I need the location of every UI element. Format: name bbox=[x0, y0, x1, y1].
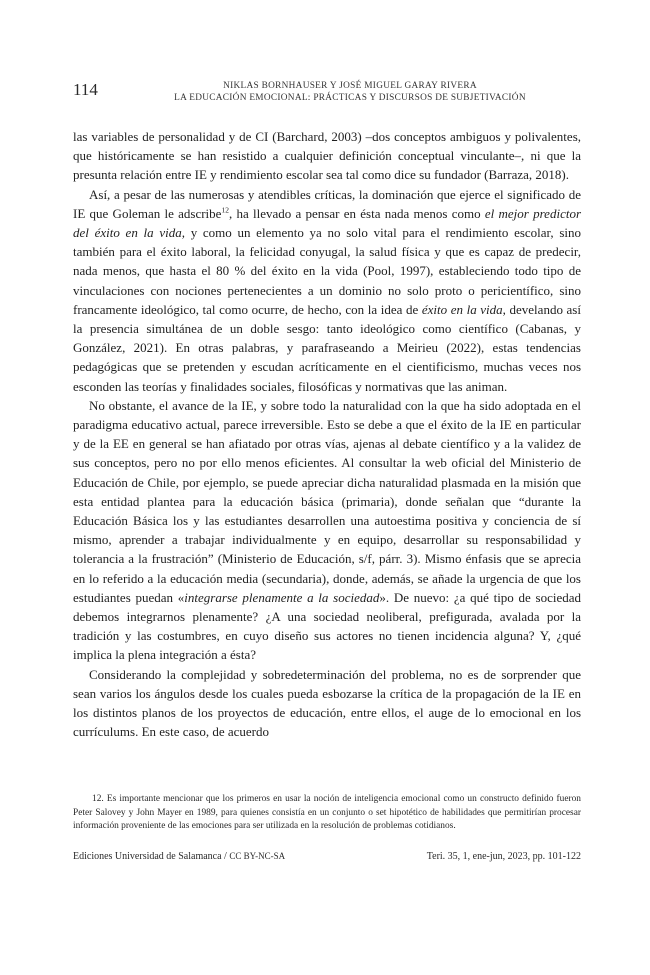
paragraph-2-emphasis-2: éxito en la vida, bbox=[421, 301, 506, 317]
running-head-title: LA EDUCACIÓN EMOCIONAL: PRÁCTICAS Y DISCURSOS DE SUBJETIVACIÓN bbox=[174, 93, 526, 103]
paragraph-2 bbox=[73, 185, 581, 396]
paragraph-1: las variables de personalidad y de CI (Barchard, 2003) –dos conceptos ambiguos y polivalentes, que históricamente se han resistido a cualquier definición conceptual vinculante–, ni que la presunta relación entre IE y rendimiento escolar sea tal como dice su fundador (Barraza, 2018). bbox=[73, 129, 581, 183]
paragraph-3 bbox=[73, 396, 581, 665]
paragraph-3-part-b: ». De nuevo: ¿a qué tipo de sociedad debemos integrarnos plenamente? ¿A una sociedad neoliberal, prefigurada, avalada por la tradición y las costumbres, en cuyo diseño sus actores no tienen incidencia alguna? Y, ¿qué implica la plena integración a ésta? bbox=[73, 589, 582, 663]
license-label: CC BY-NC-SA bbox=[229, 851, 286, 861]
running-head-authors: NIKLAS BORNHAUSER Y JOSÉ MIGUEL GARAY RIVERA bbox=[223, 81, 477, 91]
footer-citation: Teri. 35, 1, ene-jun, 2023, pp. 101-122 bbox=[426, 851, 581, 862]
publisher-name: Ediciones Universidad de Salamanca / bbox=[73, 851, 227, 862]
running-head bbox=[120, 80, 580, 104]
body-text bbox=[73, 127, 581, 742]
footnote-12: 12. Es importante mencionar que los primeros en usar la noción de inteligencia emocional como un constructo definido fueron Peter Salovey y John Mayer en 1989, para quienes consistía en un conjunto o set hipotético de habilidades que permitirían procesar información proveniente de las emociones para ser utilizada en la resolución de problemas cotidianos. bbox=[73, 794, 581, 832]
paragraph-2-part-c: y como un elemento ya no solo vital para el rendimiento escolar, sino también para el éxito laboral, la felicidad conyugal, la salud física y que es capaz de predecir, nada menos, que hasta el 80 % del éxito en la vida (Pool, 1997), estableciendo todo tipo de vinculaciones con nociones pertenecientes a un dominio no solo proto o pericientífico, sino francamente ideológico, tal como ocurre, de hecho, con la idea de bbox=[73, 225, 581, 317]
paragraph-3-emphasis: integrarse plenamente a la sociedad bbox=[184, 589, 380, 605]
paragraph-4: Considerando la complejidad y sobredeterminación del problema, no es de sorprender que sean varios los ángulos desde los cuales pueda esbozarse la crítica de la propagación de la IE en los distintos planos de los proyectos de educación, entre ellos, el auge de lo emocional en los currículums. En este caso, de acuerdo bbox=[73, 666, 581, 740]
paragraph-2-emphasis-1: el mejor predictor del éxito en la vida, bbox=[73, 205, 582, 241]
footnote bbox=[73, 793, 581, 834]
paragraph-2-part-d: develando así la presencia simultánea de un doble sesgo: tanto ideológico como científico (Cabanas, y González, 2021). En otras palabras, y parafraseando a Meirieu (2022), estas tendencias pedagógicas que se pretenden y escudan acríticamente en el cientificismo, muchas veces nos esconden las teorías y finalidades sociales, filosóficas y normativas que las animan. bbox=[73, 301, 581, 394]
paragraph-2-part-a: Así, a pesar de las numerosas y atendibles críticas, la dominación que ejerce el significado de IE que Goleman le adscribe bbox=[73, 186, 581, 221]
paragraph-3-part-a: No obstante, el avance de la IE, y sobre todo la naturalidad con la que ha sido adoptada en el paradigma educativo actual, parece irreversible. Esto se debe a que el éxito de la IE en particular y de la EE en general se han afiatado por otras vías, ajenas al debate científico y a la validez de sus conceptos, pero no por ello menos eficientes. Al consultar la web oficial del Ministerio de Educación de Chile, por ejemplo, se puede apreciar dicha naturalidad plasmada en la misión que esta entidad plantea para la educación básica (primaria), donde señalan que “durante la Educación Básica los y las estudiantes desarrollen una autoestima positiva y conciencia de sí mismo, aprender a trabajar individualmente y en equipo, desarrollar su responsabilidad y tolerancia a la frustración” (Ministerio de Educación, s/f, párr. 3). Mismo énfasis que se aprecia en lo referido a la educación media (secundaria), donde, además, se añade la urgencia de que los estudiantes puedan « bbox=[73, 397, 581, 605]
paragraph-2-part-b: , ha llevado a pensar en ésta nada menos como bbox=[228, 205, 485, 221]
page-number: 114 bbox=[73, 80, 98, 99]
footer-publisher bbox=[73, 851, 285, 862]
footnote-reference: 12 bbox=[221, 205, 229, 215]
